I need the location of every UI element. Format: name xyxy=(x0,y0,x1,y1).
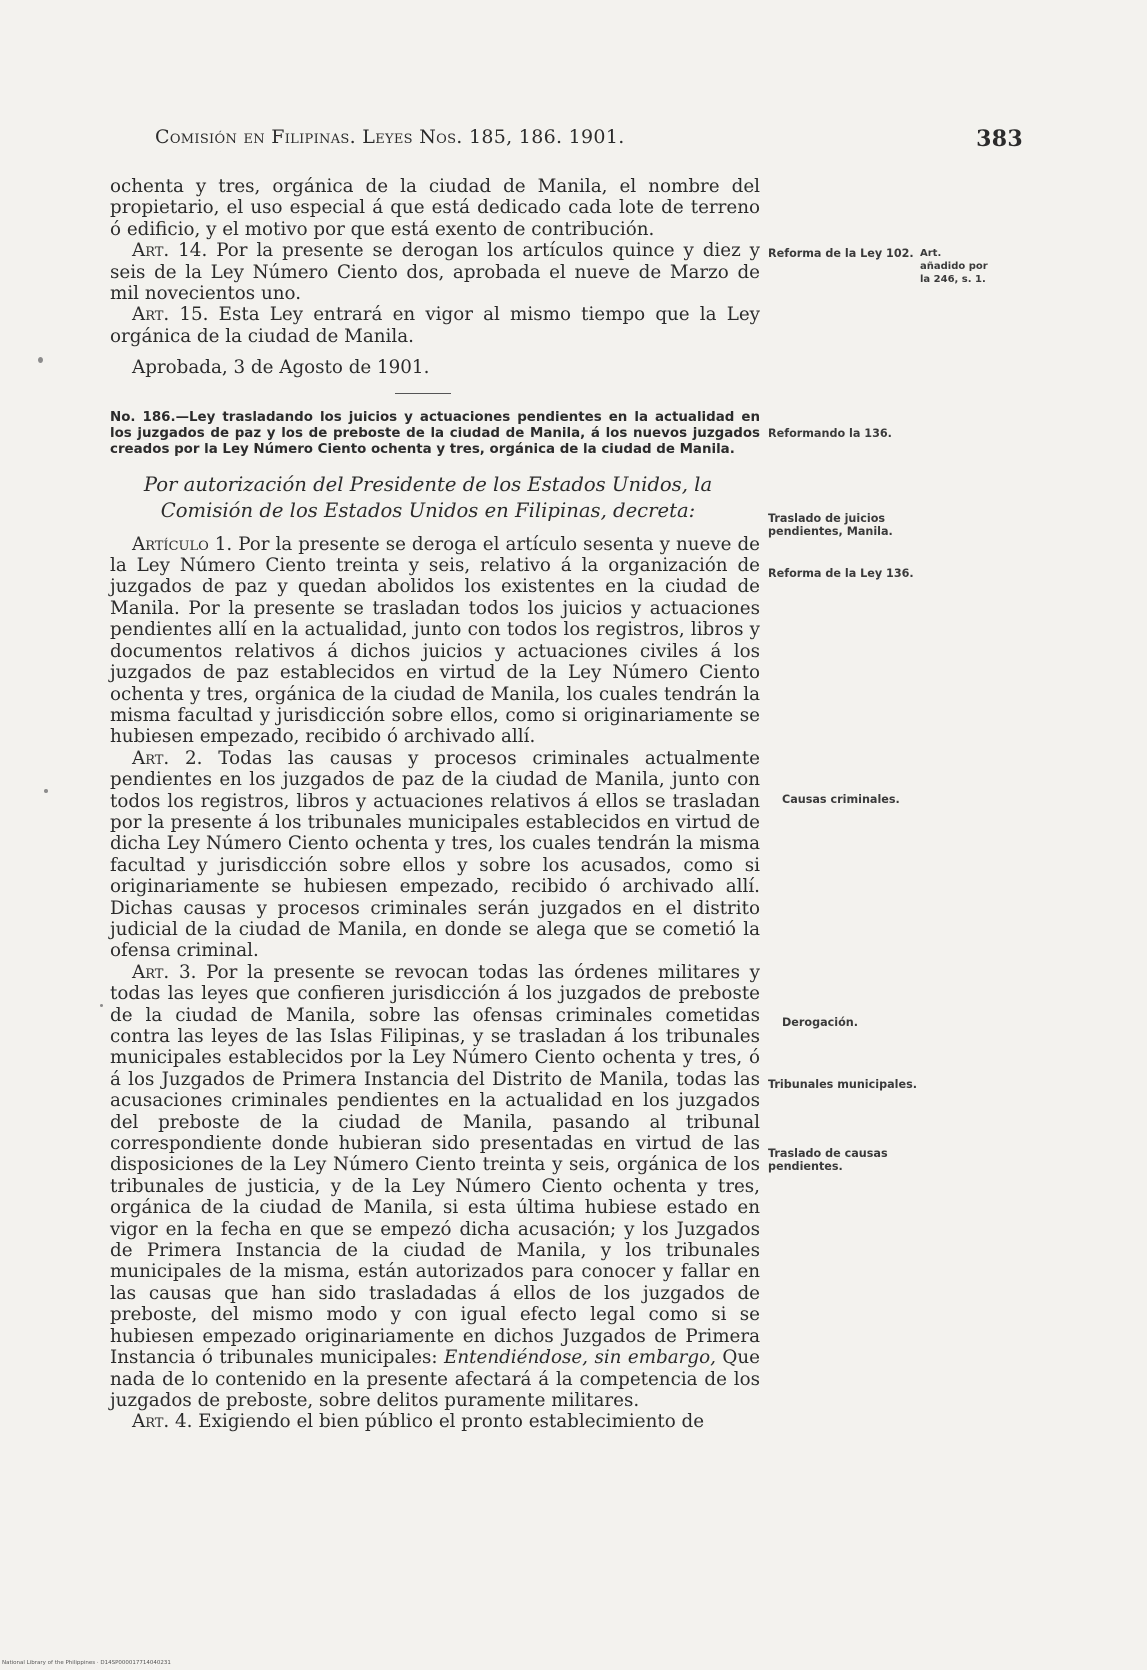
scan-credit: National Library of the Philippines · D14SP000017714040231 xyxy=(2,1660,171,1666)
margin-note: Art. añadido por la 246, s. 1. xyxy=(920,248,988,285)
margin-note: Reformando la 136. xyxy=(768,427,892,440)
scan-speck xyxy=(44,789,48,793)
section-divider xyxy=(395,393,451,394)
margin-note: Reforma de la Ley 136. xyxy=(768,567,914,580)
article-label: Art. 3. xyxy=(132,961,197,983)
article-label: Art. 4. xyxy=(132,1411,193,1433)
scan-speck xyxy=(100,1004,103,1007)
proviso: Entendiéndose, sin embargo, xyxy=(444,1347,716,1369)
article-15 xyxy=(110,304,760,347)
running-title: Comisión en Filipinas. Leyes Nos. 185, 186. 1901. xyxy=(155,126,625,148)
article-4 xyxy=(110,1411,760,1432)
article-text: Todas las causas y procesos criminales actualmente pendientes en los juzgados de paz de la ciudad de Manila, junto con todos los registros, libros y actuaciones relativos á ellos se trasladan por la presente á los tribunales municipales establecidos en virtud de dicha Ley Número Ciento ochenta y tres, los cuales tendrán la misma facultad y jurisdicción sobre ellos y sobre los acusados, como si originariamente se hubiesen empezado, recibido ó archivado allí. Dichas causas y procesos criminales serán juzgados en el distrito judicial de la ciudad de Manila, en donde se alega que se cometió la ofensa criminal. xyxy=(110,747,760,962)
main-text xyxy=(110,176,760,1433)
page-header xyxy=(155,126,1023,156)
article-2 xyxy=(110,748,760,962)
enacting-clause: Por autorización del Presidente de los Estados Unidos, la Comisión de los Estados Unidos en Filipinas, decreta: xyxy=(143,472,713,522)
article-14 xyxy=(110,240,760,304)
article-1 xyxy=(110,534,760,748)
article-text: Por la presente se derogan los artículos quince y diez y seis de la Ley Número Ciento dos, aprobada el nueve de Marzo de mil novecientos uno. xyxy=(110,240,760,305)
article-text: Por la presente se revocan todas las órdenes militares y todas las leyes que confieren jurisdicción á los juzgados de preboste de la ciudad de Manila, sobre las ofensas criminales cometidas contra las leyes de las Islas Filipinas, y se trasladan á los tribunales municipales establecidos por la Ley Número Ciento ochenta y tres, ó á los Juzgados de Primera Instancia del Distrito de Manila, todas las acusaciones criminales pendientes en la actualidad en los juzgados del preboste de la ciudad de Manila, pasando al tribunal correspondiente donde hubieran sido presentadas en virtud de las disposiciones de la Ley Número Ciento treinta y seis, orgánica de los tribunales de justicia, y de la Ley Número Ciento ochenta y tres, orgánica de la ciudad de Manila, si esta última hubiese estado en vigor en la fecha en que se empezó dicha acusación; y los Juzgados de Primera Instancia de la ciudad de Manila, y los tribunales municipales de la misma, están autorizados para conocer y fallar en las causas que han sido trasladadas á ellos de los juzgados de preboste, del mismo modo y con igual efecto legal como si se hubiesen empezado originariamente en dichos Juzgados de Primera Instancia ó tribunales municipales: xyxy=(110,961,760,1369)
paragraph-continuation: ochenta y tres, orgánica de la ciudad de Manila, el nombre del propietario, el uso especial á que está dedicado cada lote de terreno ó edificio, y el motivo por que está exento de contribución. xyxy=(110,176,760,240)
article-text: Por la presente se deroga el artículo sesenta y nueve de la Ley Número Ciento treinta y seis, relativo á la organización de juzgados de paz y quedan abolidos los existentes en la ciudad de Manila. Por la presente se trasladan todos los juicios y actuaciones pendientes allí en la actualidad, junto con todos los registros, libros y documentos relativos á dichos juicios y actuaciones civiles á los juzgados de paz establecidos en virtud de la Ley Número Ciento ochenta y tres, orgánica de la ciudad de Manila, los cuales tendrán la misma facultad y jurisdicción sobre ellos, como si originariamente se hubiesen empezado, recibido ó archivado allí. xyxy=(110,533,760,748)
page-number: 383 xyxy=(976,126,1023,152)
article-3 xyxy=(110,962,760,1412)
article-text-tail: Que nada de lo contenido en la presente afectará á la competencia de los juzgados de preboste, sobre delitos puramente militares. xyxy=(110,1347,760,1411)
approval-date: Aprobada, 3 de Agosto de 1901. xyxy=(132,357,430,379)
law-summary: No. 186.—Ley trasladando los juicios y actuaciones pendientes en la actualidad en los juzgados de paz y los de preboste de la ciudad de Manila, á los nuevos juzgados creados por la Ley Número Ciento ochenta y tres, orgánica de la ciudad de Manila. xyxy=(110,409,760,457)
article-label: Art. 15. xyxy=(132,304,209,326)
margin-note: Derogación. xyxy=(782,1016,859,1029)
margin-note: Reforma de la Ley 102. xyxy=(768,247,914,260)
scan-speck xyxy=(38,357,43,363)
margin-note: Causas criminales. xyxy=(782,793,900,806)
article-label: Art. 2. xyxy=(132,747,203,769)
margin-note: Traslado de causas pendientes. xyxy=(768,1147,888,1173)
article-label: Artículo 1. xyxy=(132,533,233,555)
article-text: Exigiendo el bien público el pronto establecimiento de xyxy=(192,1411,705,1433)
article-text: Esta Ley entrará en vigor al mismo tiempo que la Ley orgánica de la ciudad de Manila. xyxy=(110,304,760,347)
article-label: Art. 14. xyxy=(132,240,208,262)
margin-note: Tribunales municipales. xyxy=(768,1078,917,1091)
margin-note: Traslado de juicios pendientes, Manila. xyxy=(768,512,893,538)
